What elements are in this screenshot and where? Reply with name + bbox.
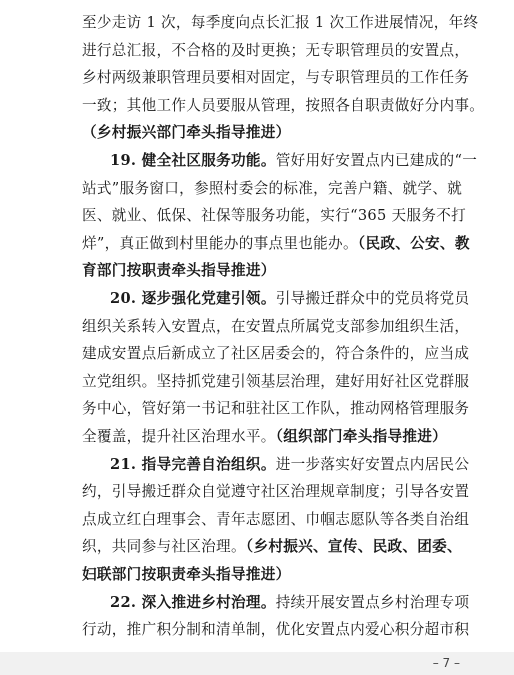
text-segment: 全覆盖，提升社区治理水平。 <box>82 428 276 445</box>
text-line <box>82 203 466 229</box>
text-line <box>82 562 291 588</box>
text-line <box>82 424 447 450</box>
text-segment: 医、就业、低保、社保等服务功能，实行“365 天服务不打 <box>82 207 467 225</box>
text-segment: 烊”，真正做到村里能办的事点里也能办。 <box>82 234 358 252</box>
text-line <box>82 10 478 36</box>
text-line <box>110 590 469 616</box>
text-segment: 点成立红白理事会、青年志愿团、巾帼志愿队等各类自治组 <box>82 510 470 528</box>
text-segment: 进一步落实好安置点内居民公 <box>275 455 470 473</box>
text-segment: 管好用好安置点内已建成的“一 <box>275 152 478 169</box>
bold-text-segment: 22. 深入推进乡村治理。 <box>110 593 276 611</box>
text-line <box>82 396 469 422</box>
text-line <box>82 369 469 395</box>
bold-text-segment: （组织部门牵头指导推进） <box>275 428 448 445</box>
text-line <box>110 148 477 174</box>
text-line <box>82 65 469 91</box>
text-segment: 站式”服务窗口，参照村委会的标准，完善户籍、就学、就 <box>82 179 463 197</box>
text-line <box>110 452 469 478</box>
text-line <box>110 286 469 312</box>
text-line <box>82 507 469 533</box>
text-segment: 引导搬迁群众中的党员将党员 <box>275 290 470 307</box>
text-segment: 乡村两级兼职管理员要相对固定，与专职管理员的工作任务 <box>82 69 470 87</box>
text-line <box>82 617 469 643</box>
text-segment: 行动，推广积分制和清单制，优化安置点内爱心积分超市积 <box>82 621 470 639</box>
text-segment: 持续开展安置点乡村治理专项 <box>275 593 470 611</box>
text-line <box>82 120 291 146</box>
text-segment: 务中心，管好第一书记和驻社区工作队，推动网格管理服务 <box>82 400 470 418</box>
text-segment: 组织关系转入安置点，在安置点所属党支部参加组织生活， <box>82 317 470 335</box>
text-line <box>82 38 469 64</box>
text-line <box>82 314 469 340</box>
bold-text-segment: （乡村振兴部门牵头指导推进） <box>82 124 291 142</box>
text-segment: 进行总汇报，不合格的及时更换；无专职管理员的安置点， <box>82 41 470 59</box>
text-segment: 一致；其他工作人员要服从管理，按照各自职责做好分内事。 <box>82 96 485 114</box>
text-line <box>82 176 462 202</box>
text-segment: 建成安置点后新成立了社区居委会的，符合条件的，应当成 <box>82 345 470 363</box>
text-line <box>82 258 276 284</box>
text-line <box>82 231 470 257</box>
text-line <box>82 341 469 367</box>
bold-text-segment: 19. 健全社区服务功能。 <box>110 152 276 169</box>
bold-text-segment: 21. 指导完善自治组织。 <box>110 455 276 473</box>
bold-text-segment: 妇联部门按职责牵头指导推进） <box>82 566 291 583</box>
bold-text-segment: （民政、公安、教 <box>357 234 470 252</box>
text-segment: 至少走访 1 次，每季度向点长汇报 1 次工作进展情况，年终 <box>82 14 479 31</box>
bold-text-segment: （乡村振兴、宣传、民政、团委、 <box>245 538 462 556</box>
text-line <box>82 93 484 119</box>
page-number: – 7 – <box>432 656 460 670</box>
bold-text-segment: 20. 逐步强化党建引领。 <box>110 290 276 307</box>
bold-text-segment: 育部门按职责牵头指导推进） <box>82 262 276 280</box>
text-line <box>82 534 462 560</box>
text-segment: 立党组织。坚持抓党建引领基层治理，建好用好社区党群服 <box>82 372 470 390</box>
text-line <box>82 479 469 505</box>
text-segment: 约，引导搬迁群众自觉遵守社区治理规章制度；引导各安置 <box>82 483 470 501</box>
text-segment: 织，共同参与社区治理。 <box>82 538 246 556</box>
